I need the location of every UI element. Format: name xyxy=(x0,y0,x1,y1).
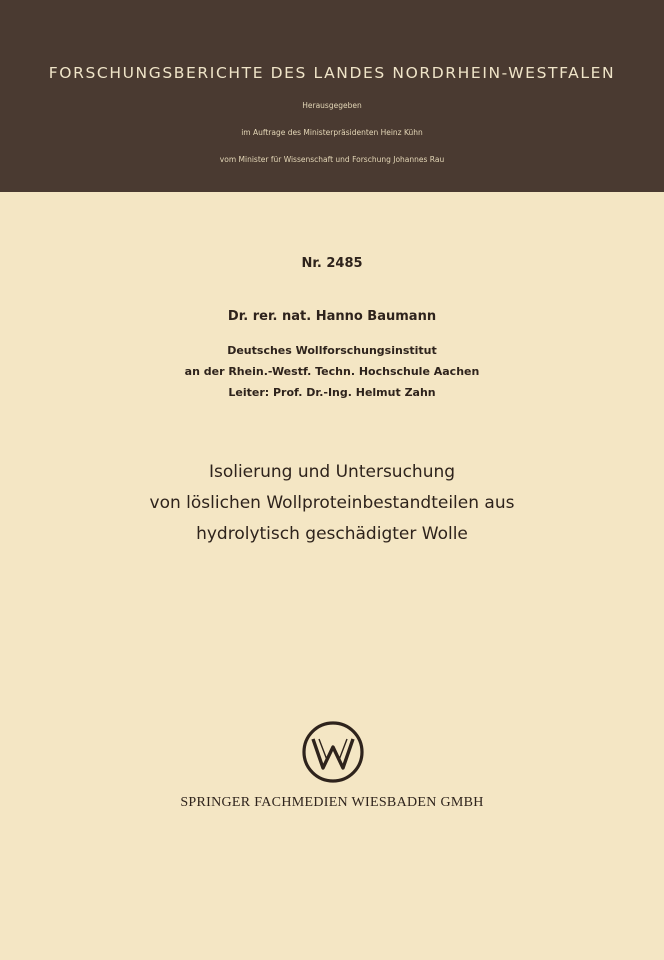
institution-line-1: Deutsches Wollforschungsinstitut xyxy=(227,344,437,357)
title-line-1: Isolierung und Untersuchung xyxy=(208,462,456,482)
editor-line-2: im Auftrage des Ministerpräsidenten Heinz Kühn xyxy=(241,128,423,137)
publisher-vw-logo-icon xyxy=(301,720,365,784)
institution-line-2: an der Rhein.-Westf. Techn. Hochschule Aachen xyxy=(184,365,480,378)
title-line-2: von löslichen Wollproteinbestandteilen aus xyxy=(149,493,515,513)
editor-line-3: vom Minister für Wissenschaft und Forschung Johannes Rau xyxy=(219,155,445,164)
institution-line-3: Leiter: Prof. Dr.-Ing. Helmut Zahn xyxy=(228,386,436,399)
publisher-name: SPRINGER FACHMEDIEN WIESBADEN GMBH xyxy=(180,795,484,810)
author-name: Dr. rer. nat. Hanno Baumann xyxy=(227,309,437,324)
editor-line-1: Herausgegeben xyxy=(302,101,362,110)
series-title: FORSCHUNGSBERICHTE DES LANDES NORDRHEIN-WESTFALEN xyxy=(48,64,616,82)
header-band xyxy=(0,0,664,192)
report-number: Nr. 2485 xyxy=(301,256,363,271)
title-line-3: hydrolytisch geschädigter Wolle xyxy=(196,524,468,544)
